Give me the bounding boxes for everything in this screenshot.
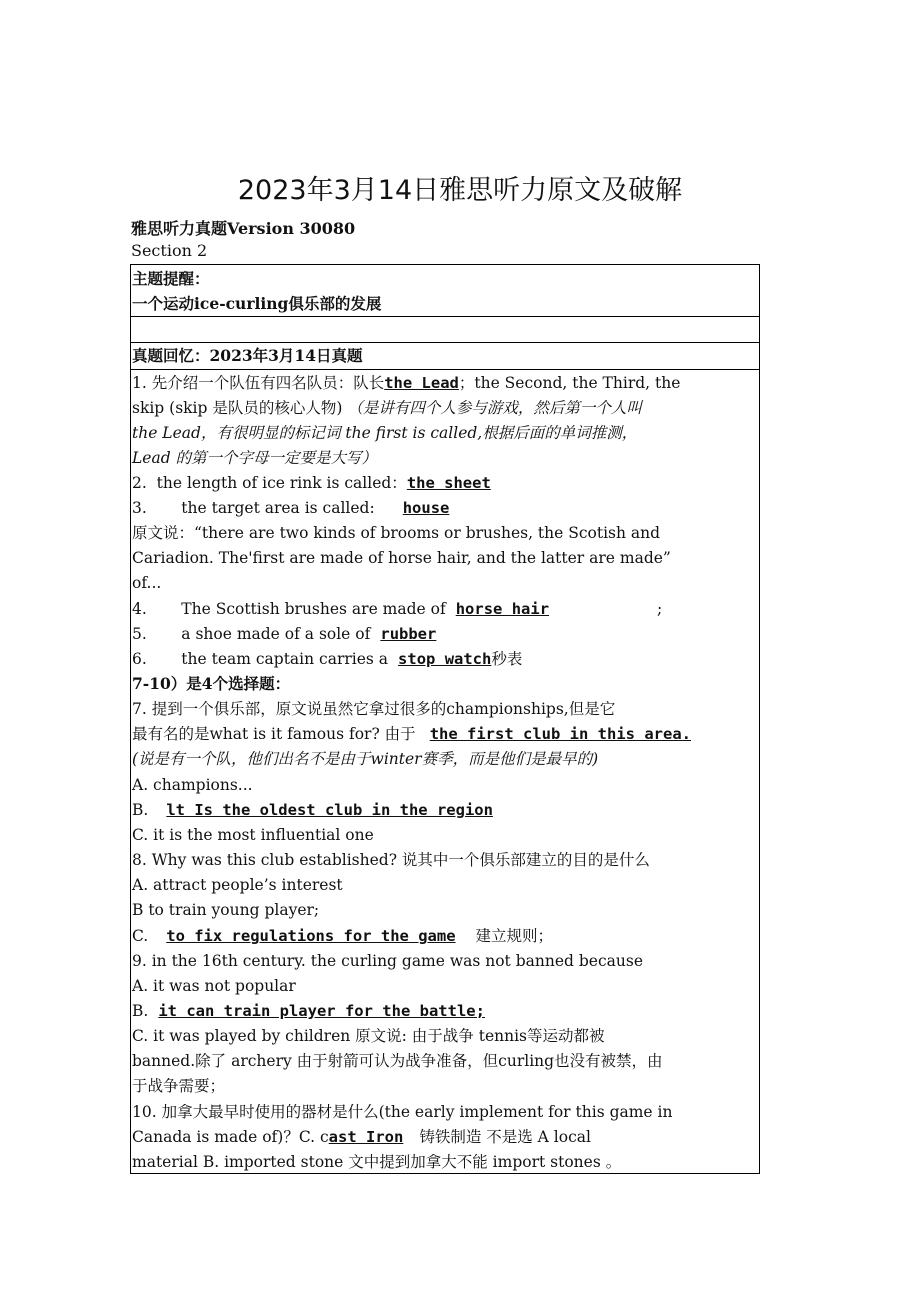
row-divider bbox=[131, 369, 759, 370]
q6-answer: stop watch bbox=[398, 650, 492, 668]
q6-line: 6. the team captain carries a stop watch秒表 bbox=[132, 650, 523, 668]
q9-option-a: A. it was not popular bbox=[132, 977, 296, 995]
q7-option-c: C. it is the most influential one bbox=[132, 826, 374, 844]
section-label: Section 2 bbox=[131, 241, 208, 260]
q9-option-b: B. it can train player for the battle; bbox=[132, 1002, 485, 1020]
recall-title: 真题回忆：2023年3月14日真题 bbox=[132, 346, 363, 365]
q4-line: 4. The Scottish brushes are made of horse hair ; bbox=[132, 600, 663, 618]
q8-option-c: C. to fix regulations for the game 建立规则； bbox=[132, 927, 554, 945]
q1-line3: the Lead，有很明显的标记词 the first is called,根据后面的单词推测， bbox=[132, 424, 638, 442]
page-title: 2023年3月14日雅思听力原文及破解 bbox=[237, 175, 683, 206]
q7-option-a: A. champions... bbox=[132, 776, 253, 794]
q8-answer: to fix regulations for the game bbox=[166, 927, 456, 945]
q7-answer: the first club in this area. bbox=[429, 725, 691, 743]
q2-answer: the sheet bbox=[406, 474, 491, 492]
q10-line1: 10. 加拿大最早时使用的器材是什么(the early implement for this game in bbox=[132, 1103, 673, 1121]
original-text-line2: Cariadion. The'first are made of horse hair, and the latter are made” bbox=[132, 549, 671, 567]
q1-line2: skip (skip 是队员的核心人物) （是讲有四个人参与游戏，然后第一个人叫 bbox=[132, 399, 642, 417]
q1-line4: Lead 的第一个字母一定要是大写） bbox=[132, 449, 378, 467]
q7-line2: 最有名的是what is it famous for? 由于 the first club in this area. bbox=[132, 725, 691, 743]
q7-answer-b: lt Is the oldest club in the region bbox=[166, 801, 493, 819]
q9-answer: it can train player for the battle; bbox=[158, 1002, 485, 1020]
q4-answer: horse hair bbox=[455, 600, 550, 618]
row-divider bbox=[131, 316, 759, 317]
q1-line1: 1. 先介绍一个队伍有四名队员：队长the Lead；the Second, the Third, the bbox=[132, 374, 681, 392]
q3-answer: house bbox=[402, 499, 450, 517]
q10-answer: ast Iron bbox=[328, 1128, 404, 1146]
theme-text: 一个运动ice-curling俱乐部的发展 bbox=[132, 294, 382, 313]
version-subtitle: 雅思听力真题Version 30080 bbox=[131, 219, 356, 238]
q8-line1: 8. Why was this club established? 说其中一个俱乐部建立的目的是什么 bbox=[132, 851, 650, 869]
row-divider bbox=[131, 342, 759, 343]
q9-line1: 9. in the 16th century. the curling game was not banned because bbox=[132, 952, 643, 970]
content-table bbox=[130, 264, 760, 1174]
q9-note-line2: banned.除了 archery 由于射箭可认为战争准备，但curling也没有被禁，由 bbox=[132, 1052, 663, 1070]
q2-line: 2. the length of ice rink is called：the sheet bbox=[132, 474, 491, 492]
q5-answer: rubber bbox=[380, 625, 437, 643]
q8-option-a: A. attract people’s interest bbox=[132, 876, 343, 894]
theme-label: 主题提醒： bbox=[132, 269, 210, 288]
q3-line: 3. the target area is called: house bbox=[132, 499, 450, 517]
q10-line3: material B. imported stone 文中提到加拿大不能 import stones 。 bbox=[132, 1153, 622, 1171]
q10-line2: Canada is made of)？C. cast Iron 铸铁制造 不是选 A local bbox=[132, 1128, 591, 1146]
q5-line: 5. a shoe made of a sole of rubber bbox=[132, 625, 437, 643]
original-text-line1: 原文说：“there are two kinds of brooms or brushes, the Scotish and bbox=[132, 524, 661, 542]
original-text-line3: of... bbox=[132, 574, 162, 592]
q7-option-b: B. lt Is the oldest club in the region bbox=[132, 801, 493, 819]
q1-answer: the Lead bbox=[384, 374, 459, 392]
q9-note-line3: 于战争需要； bbox=[132, 1077, 226, 1095]
q7-line3: (说是有一个队，他们出名不是由于winter赛季，而是他们是最早的) bbox=[132, 750, 599, 768]
multiple-choice-title: 7-10）是4个选择题： bbox=[132, 674, 291, 693]
q9-option-c: C. it was played by children 原文说: 由于战争 tennis等运动都被 bbox=[132, 1027, 605, 1045]
q7-line1: 7. 提到一个俱乐部，原文说虽然它拿过很多的championships,但是它 bbox=[132, 700, 616, 718]
q8-option-b: B to train young player; bbox=[132, 901, 320, 919]
